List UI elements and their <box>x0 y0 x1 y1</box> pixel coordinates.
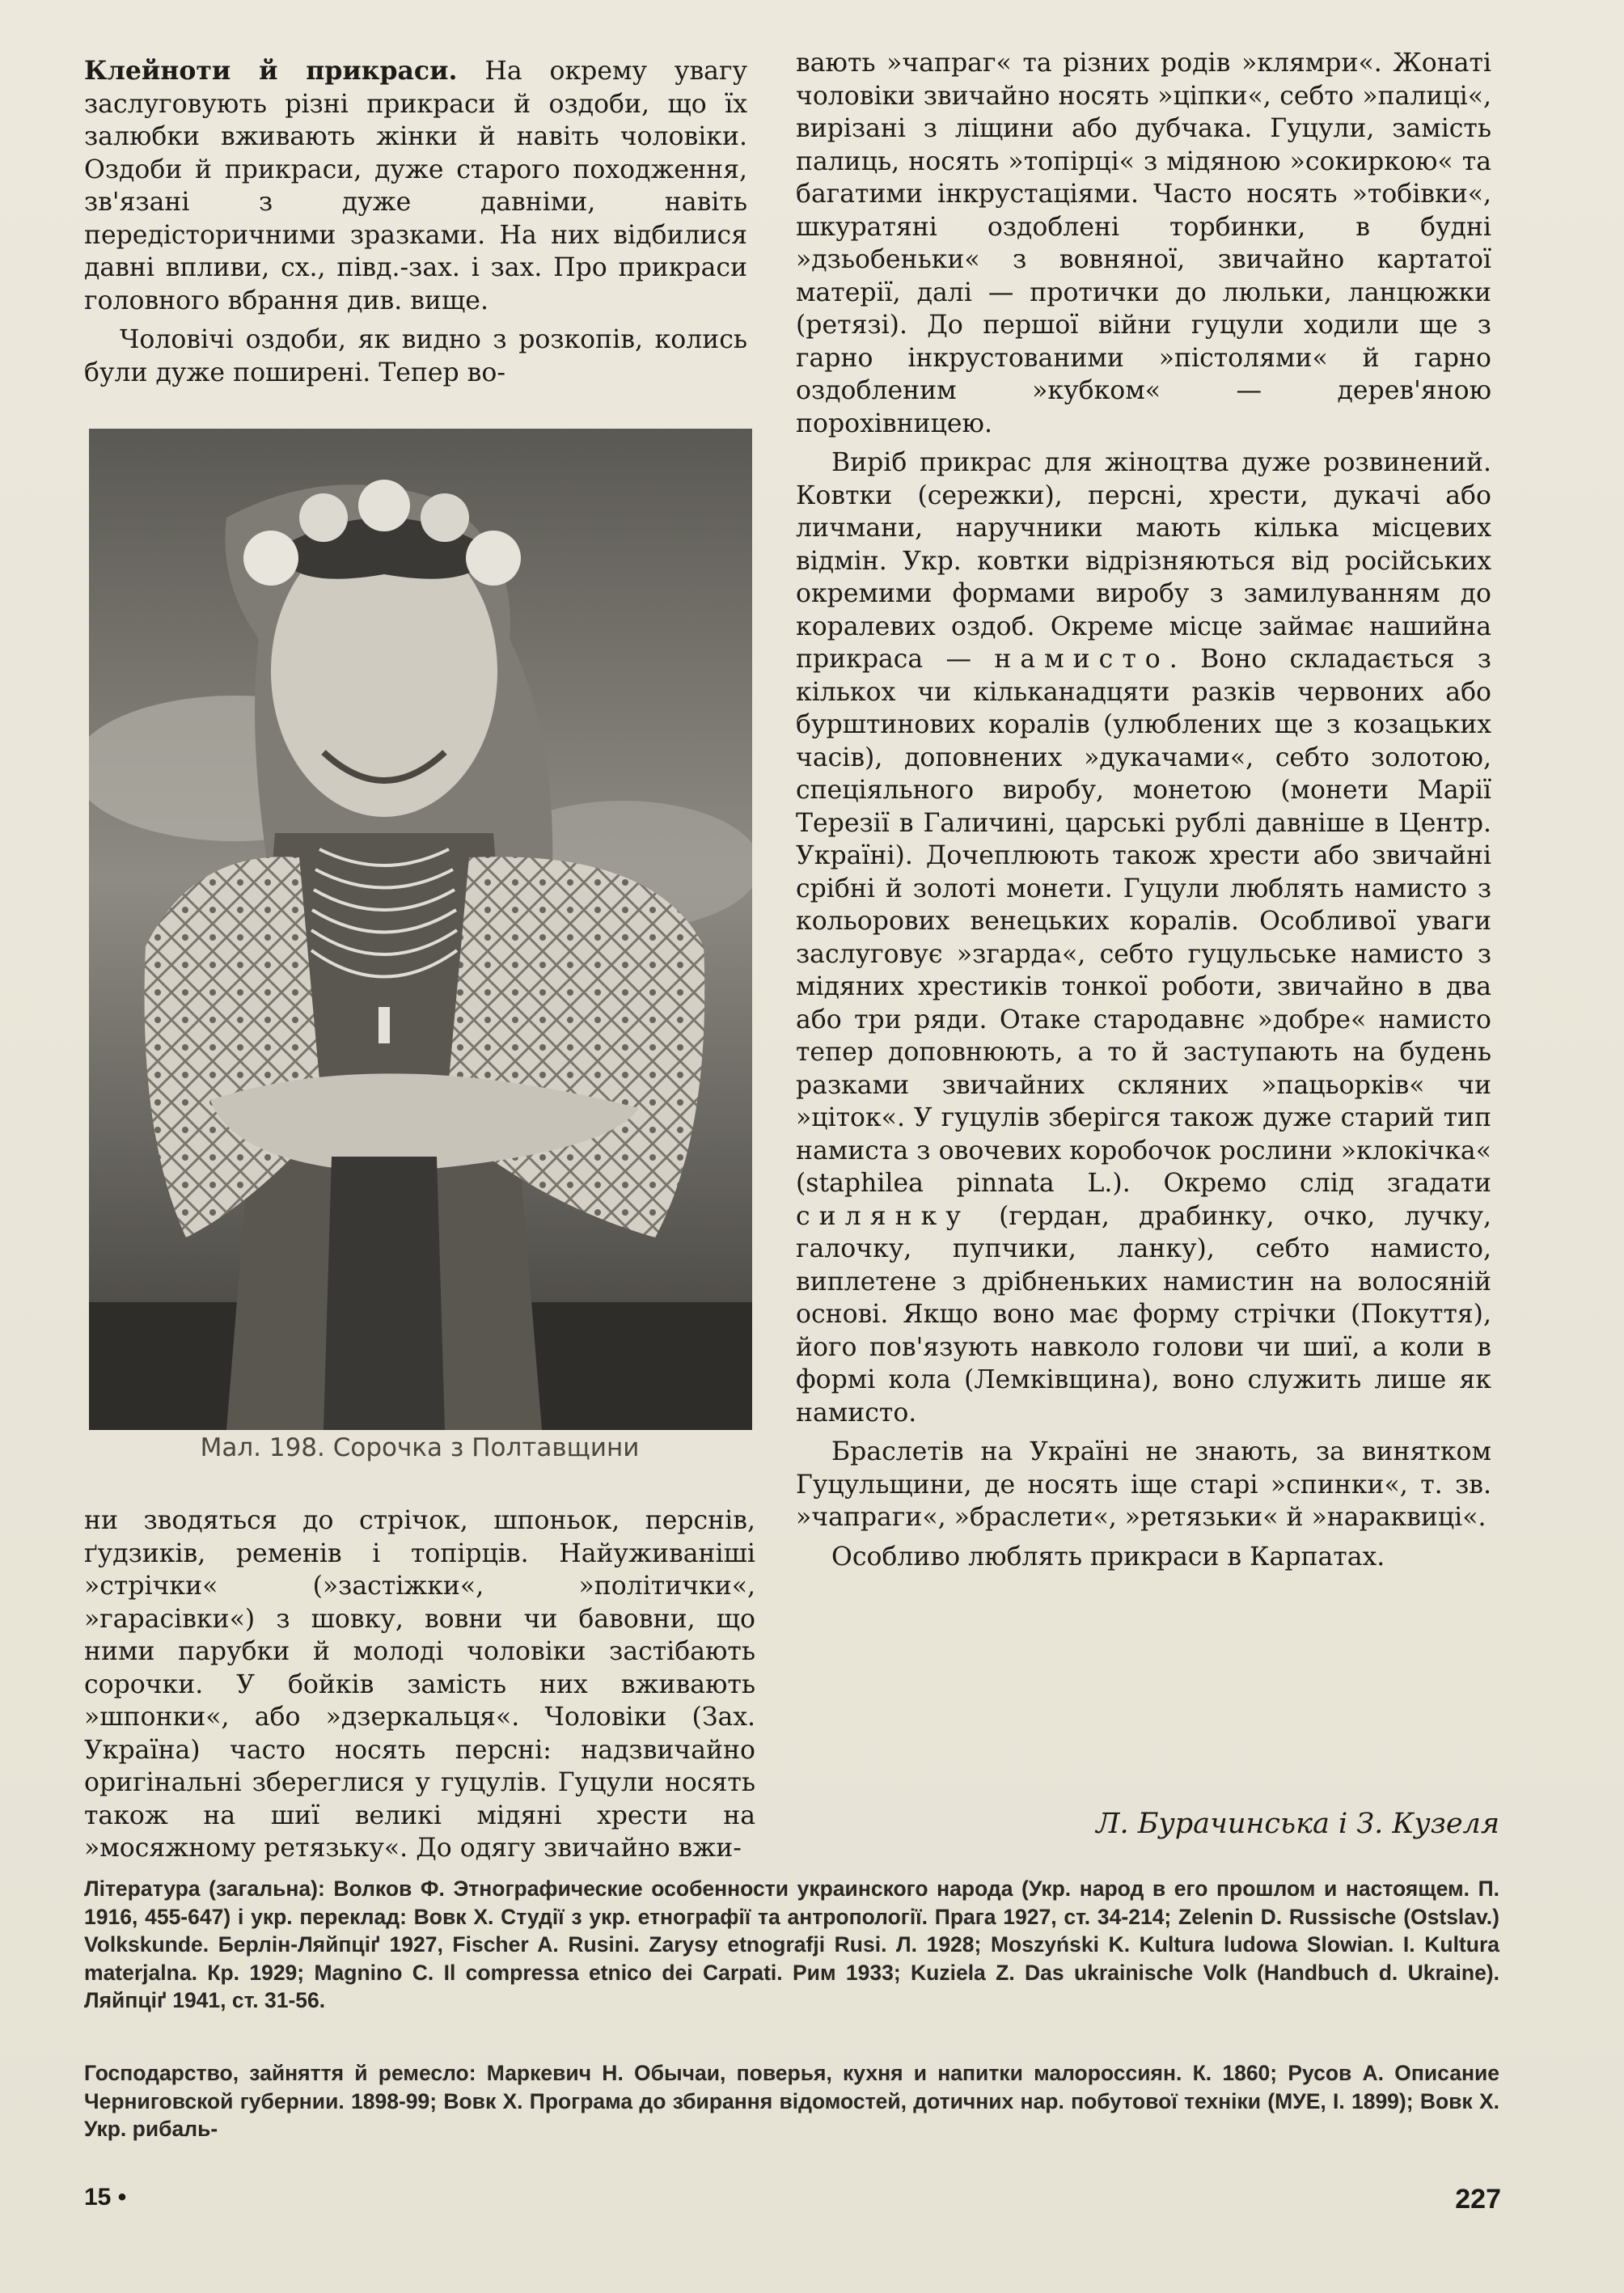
bibliography-economy: Господарство, зайняття й ремесло: Маркевич Н. Обычаи, поверья, кухня и напитки малороссиян. К. 1860; Русов А. Описание Черниговской губернии. 1898-99; Вовк Х. Програма до збирання відомостей, дотичних нар. побутової техніки (МУЕ, I. 1899); Вовк Х. Укр. рибаль- <box>84 2061 1499 2141</box>
figure-caption: Мал. 198. Сорочка з Полтавщини <box>200 1433 640 1462</box>
left-column-bottom <box>84 1504 755 1872</box>
paragraph-continued: ни зводяться до стрічок, шпоньок, перснів, ґудзиків, ременів і топірців. Найуживаніші »стрічки« (»застіжки«, »політички«, »гарасівки«) з шовку, вовни чи бавовни, що ними парубки й молоді чоловіки застібають сорочки. У бойків замість них вживають »шпонки«, або »дзеркальця«. Чоловіки (Зах. Україна) часто носять персні: надзвичайно оригінальні збереглися у гуцулів. Гуцули носять також на шиї великі мідяні хрести на »мосяжному ретязьку«. До одягу звичайно вжи- <box>84 1506 755 1863</box>
paragraph-bracelets: Браслетів на Україні не знають, за винятком Гуцульщини, де носять іще старі »спинки«, т. зв. »чапраги«, »браслети«, »ретязьки« й »нараквиці«. <box>796 1437 1491 1532</box>
paragraph-accessories: вають »чапраг« та різних родів »клямри«. Жонаті чоловіки звичайно носять »ціпки«, себто »палиці«, вирізані з ліщини або дубчака. Гуцули, замість палиць, носять »топірці« з мідяною »сокиркою« та багатими інкрустаціями. Часто носять »тобівки«, шкуратяні оздоблені торбинки, в будні »дзьобеньки« з вовняної, звичайно картатої матерії, далі — протички до люльки, ланцюжки (ретязі). До першої війни гуцули ходили ще з гарно інкрустованими »пістолями« й гарно оздобленим »кубком« — дерев'яною порохівницею. <box>796 49 1491 438</box>
left-column-top <box>84 55 747 396</box>
emphasis-namysto: намисто <box>994 645 1169 674</box>
signature-mark: 15 • <box>84 2184 127 2211</box>
paragraph-jewelry-intro: Клейноти й прикраси. На окрему увагу заслуговують різні прикраси й оздоби, що їх залюбки вживають жінки й навіть чоловіки. Оздоби й прикраси, дуже старого походження, зв'язані з дуже давніми, навіть передісторичними зразками. На них відбилися давні впливи, сх., півд.-зах. і зах. Про прикраси головного вбрання див. вище. <box>84 56 748 315</box>
emphasis-sylianka: силянку <box>796 1201 970 1231</box>
paragraph-womens-jewelry: Виріб прикрас для жіноцтва дуже розвинений. Ковтки (сережки), персні, хрести, дукачі або личмани, наручники мають кілька місцевих відмін. Укр. ковтки відрізняються від російських окремими формами виробу з замилуванням до коралевих оздоб. Окреме місце займає нашийна прикраса — намисто. Воно складається з кількох чи кільканадцяти разків червоних або бурштинових коралів (улюблених ще з козацьких часів), доповнених »дукачами«, себто золотою, спеціяльного виробу, монетою (монети Марії Терезії в Галичині, царські рублі давніше в Центр. Україні). Дочеплюють також хрести або звичайні срібні й золоті монети. Гуцули люблять намисто з кольорових венецьких коралів. Особливої уваги заслуговує »згарда«, себто гуцульське намисто з мідяних хрестиків тонкої роботи, звичайно в два або три ряди. Отаке стародавнє »добре« намисто тепер доповнюють, а то й заступають на будень разками звичайних скляних »пацьорків« чи »ціток«. У гуцулів зберігся також дуже старий тип намиста з овочевих коробочок рослини »клокічка« (staphilea pinnata L.). Окремо слід згадати силянку (гердан, драбинку, очко, лучку, галочку, пупчики, ланку), себто намисто, виплетене з дрібненьких намистин на волосяній основі. Якщо воно має форму стрічки (Покуття), його пов'язують навколо голови чи шиї, а коли в формі кола (Лемківщина), воно служить лише як намисто. <box>796 448 1491 1428</box>
right-column <box>796 47 1491 1580</box>
author-credit: Л. Бурачинська і З. Кузеля <box>1096 1808 1499 1840</box>
figure-photo <box>89 429 752 1430</box>
page-number: 227 <box>1455 2184 1501 2215</box>
bibliography-general: Література (загальна): Волков Ф. Этнографические особенности украинского народа (Укр. народ в его прошлом и настоящем. П. 1916, 455-647) і укр. переклад: Вовк Х. Студії з укр. етнографії та антропології. Прага 1927, ст. 34-214; Zelenin D. Russische (Ostslav.) Volkskunde. Берлін-Ляйпціґ 1927, Fischer A. Rusini. Zarysy etnografji Rusi. Л. 1928; Moszyński K. Kultura ludowa Slowian. I. Kultura materjalna. Кр. 1929; Magnino C. Il compressa etnico dei Carpati. Рим 1933; Kuziela Z. Das ukrainische Volk (Handbuch d. Ukraine). Ляйпціґ 1941, ст. 31-56. <box>84 1876 1499 2012</box>
paragraph-carpathians: Особливо люблять прикраси в Карпатах. <box>831 1542 1385 1572</box>
section-heading: Клейноти й прикраси. <box>84 56 458 86</box>
paragraph-mens-ornaments: Чоловічі оздоби, як видно з розкопів, колись були дуже поширені. Тепер во- <box>84 325 747 387</box>
